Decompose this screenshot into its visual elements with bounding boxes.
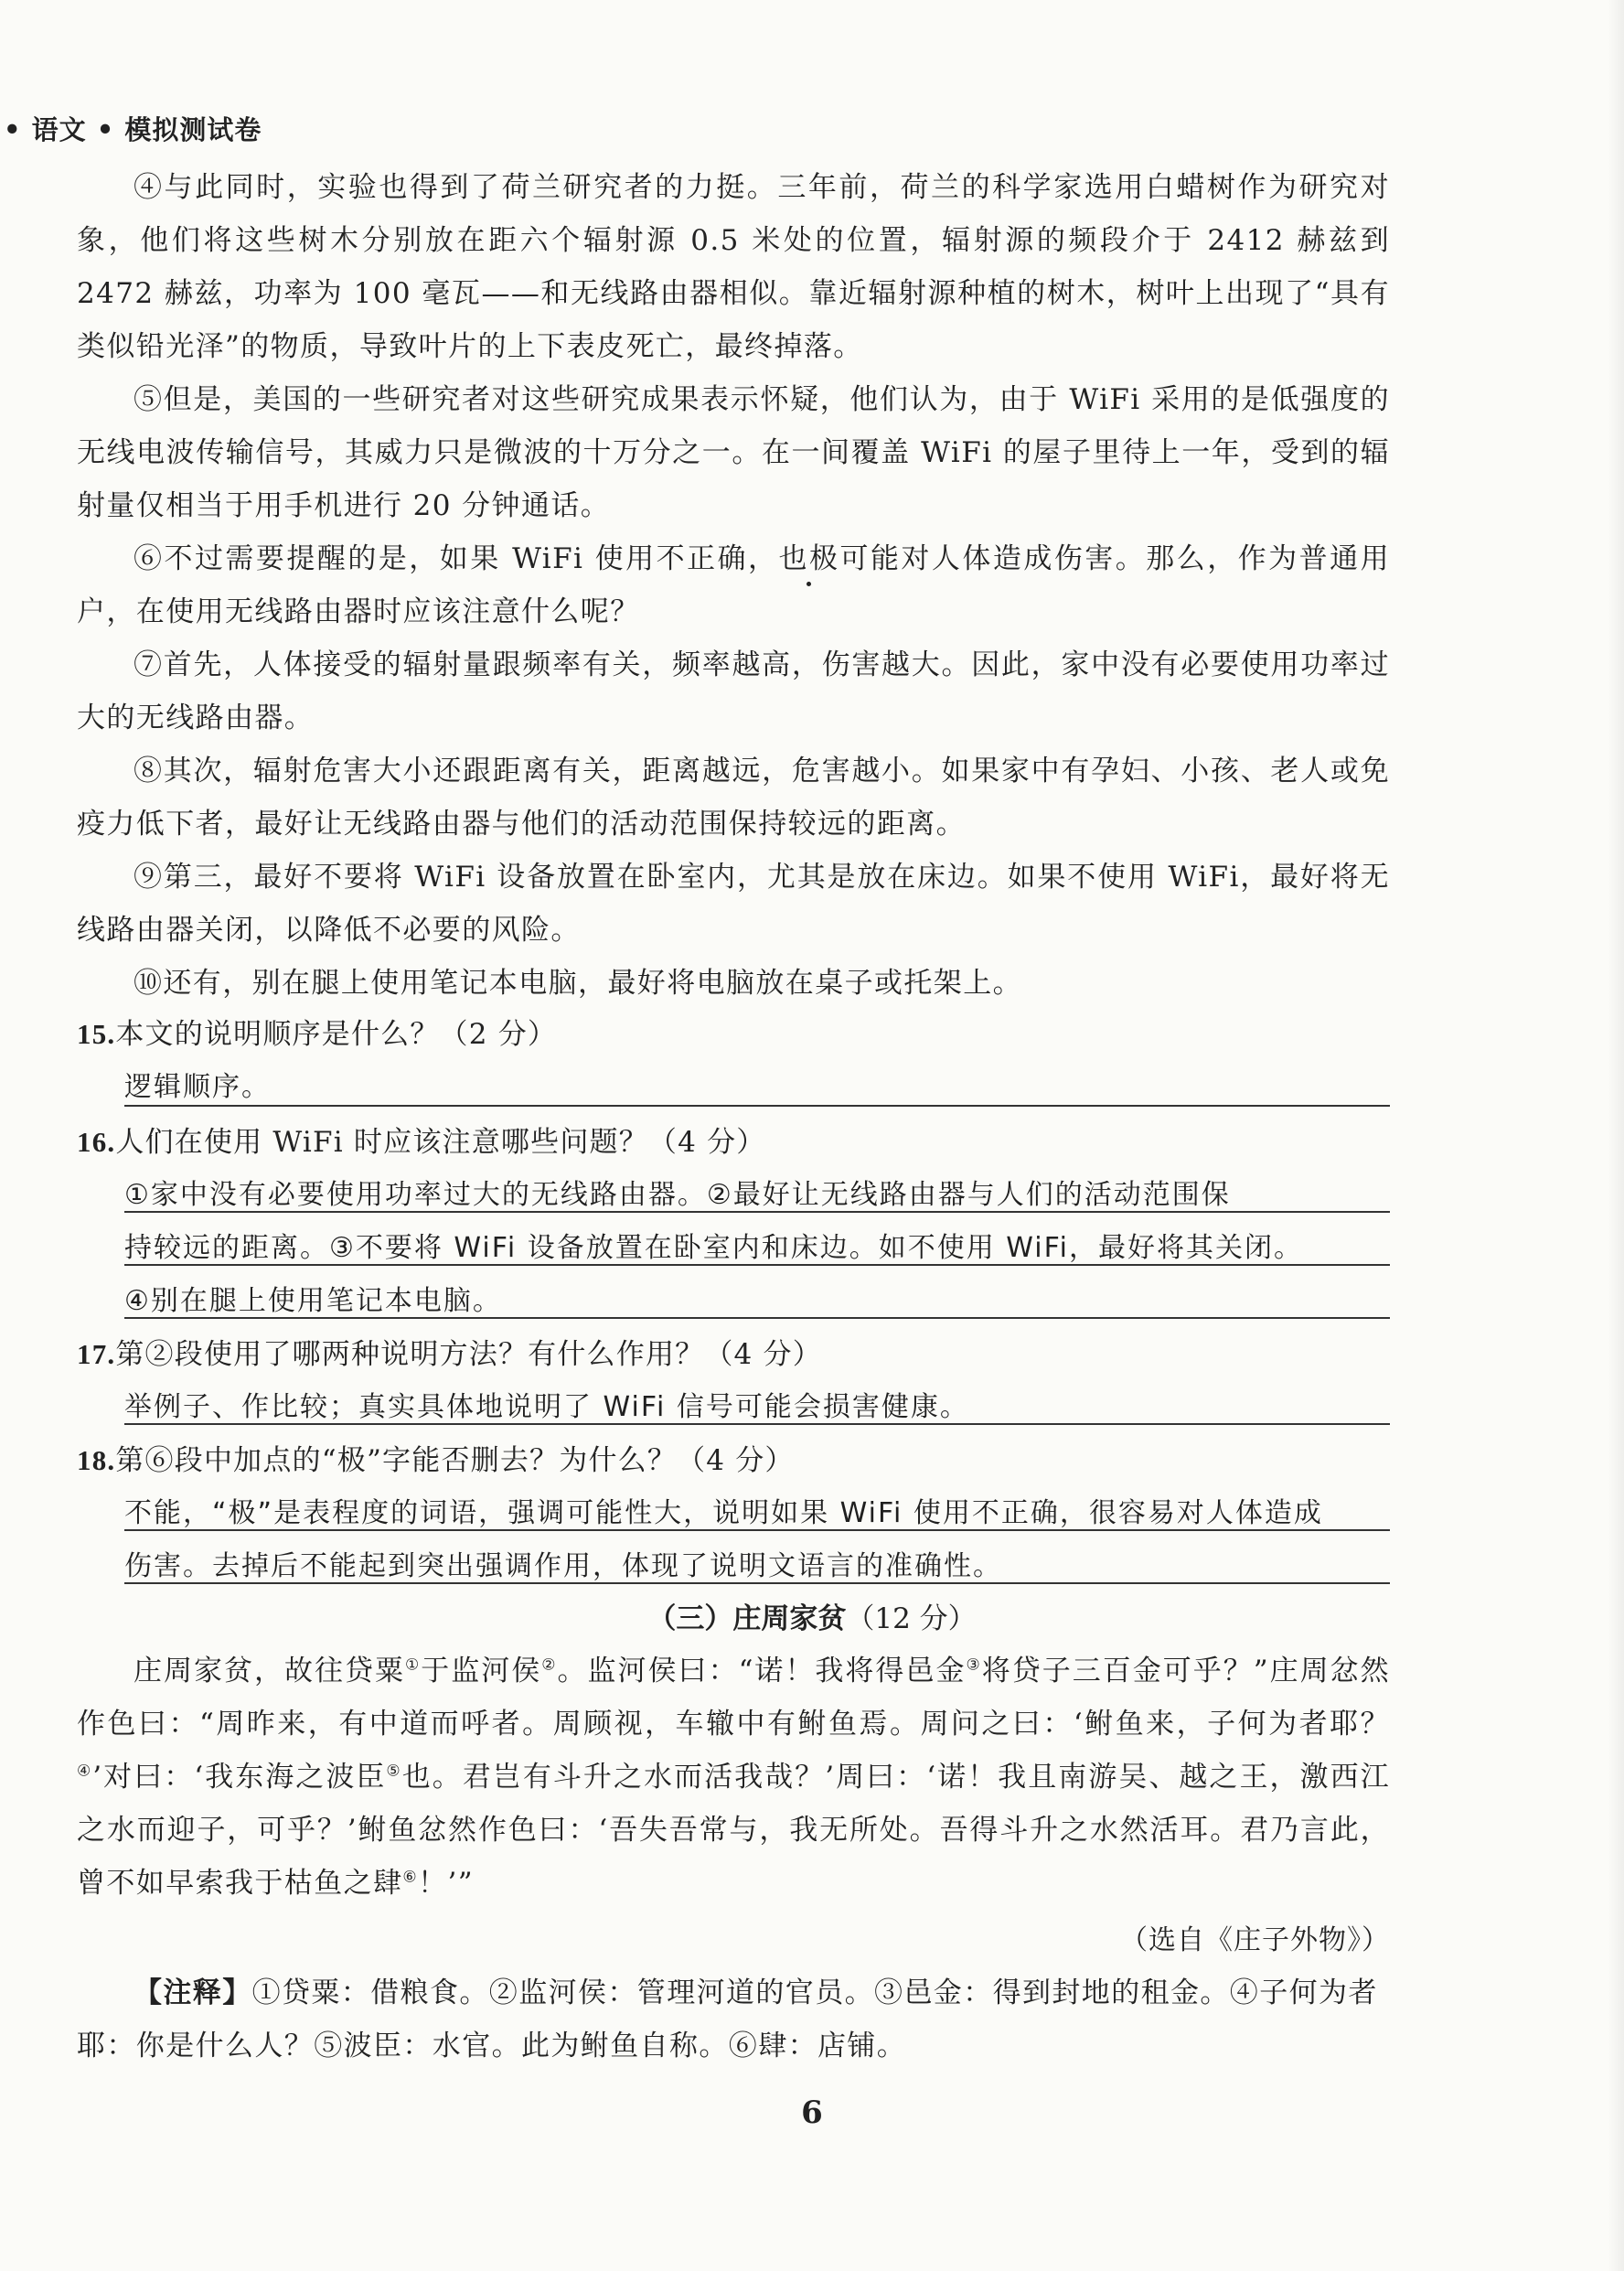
- note-ref: ③: [966, 1655, 982, 1675]
- answer-18-line-2: 伤害。去掉后不能起到突出强调作用，体现了说明文语言的准确性。: [124, 1550, 1002, 1582]
- answer-rule: [124, 1423, 1390, 1425]
- answer-rule: [124, 1211, 1390, 1213]
- answer-rule: [124, 1105, 1390, 1107]
- question-text: 人们在使用 WiFi 时应该注意哪些问题？（4 分）: [115, 1126, 766, 1159]
- annotations: [77, 1966, 1390, 2073]
- passage-text: ’对曰：‘我东海之波臣: [92, 1761, 387, 1794]
- answer-16-line-1: ①家中没有必要使用功率过大的无线路由器。②最好让无线路由器与人们的活动范围保: [124, 1179, 1231, 1211]
- question-number: 16.: [77, 1126, 116, 1158]
- passage-paragraph: [77, 1644, 1390, 1910]
- question-number: 18.: [77, 1444, 116, 1476]
- paragraph-8: ⑧其次，辐射危害大小还跟距离有关，距离越远，危害越小。如果家中有孕妇、小孩、老人或免疫力低下者，最好让无线路由器与他们的活动范围保持较远的距离。: [77, 755, 1390, 841]
- page-header: • 语文 • 模拟测试卷: [4, 114, 262, 145]
- paragraph-5: ⑤但是，美国的一些研究者对这些研究成果表示怀疑，他们认为，由于 WiFi 采用的是低强度的无线电波传输信号，其威力只是微波的十万分之一。在一间覆盖 WiFi 的屋子里待上一年，受到的辐射量仅相当于用手机进行 20 分钟通话。: [77, 383, 1390, 522]
- question-16: [77, 1119, 1390, 1165]
- note-ref: ②: [541, 1655, 558, 1675]
- paragraph-7: ⑦首先，人体接受的辐射量跟频率有关，频率越高，伤害越大。因此，家中没有必要使用功率过大的无线路由器。: [77, 648, 1390, 734]
- notes-text: ①贷粟：借粮食。②监河侯：管理河道的官员。③邑金：得到封地的租金。④子何为者耶：你是什么人？⑤波臣：水官。此为鲋鱼自称。⑥肆：店铺。: [77, 1976, 1378, 2062]
- answer-18-line-1: 不能，“极”是表程度的词语，强调可能性大，说明如果 WiFi 使用不正确，很容易对人体造成: [124, 1497, 1323, 1529]
- classical-passage: [77, 1644, 1390, 1910]
- question-text: 本文的说明顺序是什么？（2 分）: [115, 1018, 558, 1051]
- passage-text: 将贷子三百金可乎？”庄周忿然作色曰：“周昨来，有中道而呼者。周顾视，车辙中有鲋鱼焉。周问之曰：‘鲋鱼来，子何为者耶？: [77, 1655, 1390, 1741]
- note-ref: ④: [77, 1762, 93, 1781]
- note-ref: ⑤: [386, 1762, 402, 1781]
- paragraph-4: ④与此同时，实验也得到了荷兰研究者的力挺。三年前，荷兰的科学家选用白蜡树作为研究对象，他们将这些树木分别放在距六个辐射源 0.5 米处的位置，辐射源的频段介于 2412 赫兹到 2472 赫兹，功率为 100 毫瓦——和无线路由器相似。靠近辐射源种植的树木，树叶上出现了“具有类似铅光泽”的物质，导致叶片的上下表皮死亡，最终掉落。: [77, 171, 1390, 363]
- section-score: （12 分）: [846, 1602, 977, 1635]
- section-title-text: （三）庄周家贫: [647, 1602, 847, 1635]
- passage-text: ！’”: [418, 1867, 474, 1900]
- question-number: 17.: [77, 1338, 116, 1370]
- answer-rule: [124, 1317, 1390, 1319]
- answer-17-line-1: 举例子、作比较；真实具体地说明了 WiFi 信号可能会损害健康。: [124, 1391, 969, 1423]
- note-ref: ①: [405, 1655, 422, 1675]
- notes-tag: 【注释】: [134, 1976, 252, 2009]
- answer-rule: [124, 1529, 1390, 1531]
- answer-rule: [124, 1264, 1390, 1266]
- paragraph-9: ⑨第三，最好不要将 WiFi 设备放置在卧室内，尤其是放在床边。如果不使用 WiFi，最好将无线路由器关闭，以降低不必要的风险。: [77, 861, 1390, 947]
- scan-edge-shadow: [1608, 0, 1624, 2271]
- question-number: 15.: [77, 1018, 116, 1050]
- question-15: [77, 1012, 1390, 1057]
- answer-rule: [124, 1582, 1390, 1584]
- question-18: [77, 1438, 1390, 1484]
- question-text: 第②段使用了哪两种说明方法？有什么作用？（4 分）: [115, 1338, 822, 1371]
- answer-15-line-1: 逻辑顺序。: [124, 1071, 271, 1103]
- passage-text: 于监河侯: [421, 1655, 542, 1687]
- emphasis-dot: [807, 582, 811, 586]
- paragraph-10: ⑩还有，别在腿上使用笔记本电脑，最好将电脑放在桌子或托架上。: [134, 967, 1022, 1000]
- note-ref: ⑥: [402, 1868, 419, 1887]
- question-17: [77, 1332, 1390, 1377]
- passage-text: 也。君岂有斗升之水而活我哉？’周曰：‘诺！我且南游吴、越之王，激西江之水而迎子，可乎？’鲋鱼忿然作色曰：‘吾失吾常与，我无所处。吾得斗升之水然活耳。君乃言此，曾不如早索我于枯鱼之肆: [77, 1761, 1391, 1900]
- paragraph-6: ⑥不过需要提醒的是，如果 WiFi 使用不正确，也极可能对人体造成伤害。那么，作为普通用户，在使用无线路由器时应该注意什么呢？: [77, 542, 1390, 628]
- passage-text: 庄周家贫，故往贷粟: [134, 1655, 406, 1687]
- answer-16-line-2: 持较远的距离。③不要将 WiFi 设备放置在卧室内和床边。如不使用 WiFi，最好将其关闭。: [124, 1232, 1303, 1264]
- answer-16-line-3: ④别在腿上使用笔记本电脑。: [124, 1285, 502, 1317]
- passage-text: 。监河侯曰：“诺！我将得邑金: [557, 1655, 967, 1687]
- section-title: [0, 1595, 1624, 1636]
- passage-source: （选自《庄子外物》）: [1120, 1924, 1390, 1956]
- question-text: 第⑥段中加点的“极”字能否删去？为什么？（4 分）: [115, 1444, 795, 1477]
- page-number: 6: [801, 2094, 823, 2131]
- article-text: [77, 161, 1390, 1010]
